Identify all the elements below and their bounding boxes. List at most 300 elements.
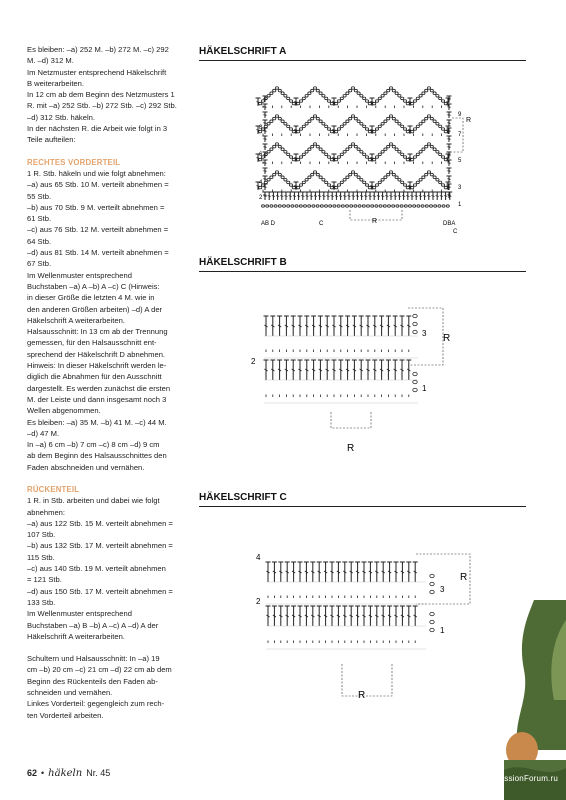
chain-stitch-symbol xyxy=(421,205,424,207)
stitch-cross-bar xyxy=(398,196,401,197)
page-footer xyxy=(27,768,110,779)
text-line: in dieser Größe die letzten 4 M. wie in xyxy=(27,293,155,303)
chain-stitch-symbol xyxy=(330,130,333,133)
stitch-cross-bar xyxy=(263,179,266,180)
chain-stitch-symbol xyxy=(270,176,273,179)
chain-stitch-symbol xyxy=(392,173,395,176)
row-label-2-c: 2 xyxy=(256,597,261,606)
footer-bullet: • xyxy=(41,768,45,778)
chain-stitch-symbol xyxy=(395,148,398,151)
chain-stitch-symbol xyxy=(363,153,366,156)
chain-stitch-symbol xyxy=(302,153,305,156)
row-label-4: 4 xyxy=(259,180,263,186)
chain-stitch-symbol xyxy=(292,130,295,133)
stitch-cross-bar xyxy=(331,196,334,197)
chain-stitch-symbol xyxy=(299,100,302,103)
stitch-cross-bar xyxy=(272,196,275,197)
paragraph-rueckenteil xyxy=(27,495,185,642)
chart-b-svg xyxy=(248,300,468,460)
row-label-2-b: 2 xyxy=(251,357,256,366)
chain-stitch-symbol xyxy=(401,181,404,184)
chain-stitch-symbol xyxy=(389,87,392,90)
bottom-label-dba: DBA xyxy=(443,221,456,227)
chain-stitch-symbol xyxy=(278,173,281,176)
chain-stitch-symbol xyxy=(365,100,368,103)
text-line: Im Wellenmuster entsprechend xyxy=(27,270,132,280)
stitch-cross-bar xyxy=(268,196,271,197)
text-line: –a) aus 122 Stb. 15 M. verteilt abnehmen = xyxy=(27,518,173,528)
chain-stitch-symbol xyxy=(419,179,422,182)
chain-stitch-symbol xyxy=(413,330,417,334)
chain-stitch-symbol xyxy=(375,205,378,207)
repeat-label-a: R xyxy=(466,117,472,124)
chain-stitch-symbol xyxy=(387,117,390,120)
chain-stitch-symbol xyxy=(349,89,352,92)
stitch-cross-bar xyxy=(389,196,392,197)
chain-stitch-symbol xyxy=(319,176,322,179)
chain-stitch-symbol xyxy=(398,95,401,98)
row-label-6: 6 xyxy=(259,152,263,158)
stitch-cross-bar xyxy=(447,179,450,180)
stitch-cross-bar xyxy=(293,196,296,197)
chain-stitch-symbol xyxy=(389,171,392,174)
chain-stitch-symbol xyxy=(401,97,404,100)
chain-stitch-symbol xyxy=(320,205,323,207)
text-line: –a) aus 65 Stb. 10 M. verteilt abnehmen = xyxy=(27,180,169,190)
stitch-cross-bar xyxy=(447,163,450,164)
chain-stitch-symbol xyxy=(327,128,330,131)
chain-stitch-symbol xyxy=(406,158,409,161)
chain-stitch-symbol xyxy=(302,97,305,100)
stitch-cross-bar xyxy=(263,107,266,108)
text-line: –b) aus 132 Stb. 17 M. verteilt abnehmen = xyxy=(27,541,173,551)
chain-stitch-symbol xyxy=(335,186,338,189)
chain-stitch-symbol xyxy=(308,205,311,207)
chart-c-symbols xyxy=(266,562,435,649)
stitch-cross-bar xyxy=(314,196,317,197)
chain-stitch-symbol xyxy=(375,156,378,159)
chain-stitch-symbol xyxy=(416,153,419,156)
repeat-label-c-bottom: R xyxy=(358,690,366,701)
chain-stitch-symbol xyxy=(313,115,316,118)
chain-stitch-symbol xyxy=(312,205,315,207)
chain-stitch-symbol xyxy=(299,184,302,187)
instructions-column xyxy=(27,44,185,721)
chain-stitch-symbol xyxy=(433,92,436,95)
chain-stitch-symbol xyxy=(403,100,406,103)
chain-stitch-symbol xyxy=(335,130,338,133)
chart-b-symbols xyxy=(264,314,419,403)
text-line: B weiterarbeiten. xyxy=(27,78,84,88)
stitch-cross-bar xyxy=(310,196,313,197)
chain-stitch-symbol xyxy=(349,145,352,148)
chain-stitch-symbol xyxy=(289,156,292,159)
chain-stitch-symbol xyxy=(273,89,276,92)
chain-stitch-symbol xyxy=(340,97,343,100)
text-line: R. mit –a) 252 Stb. –b) 272 Stb. –c) 292 Stb. xyxy=(27,101,177,111)
chain-stitch-symbol xyxy=(313,171,316,174)
page-number: 62 xyxy=(27,768,38,778)
stitch-cross-bar xyxy=(447,115,450,116)
chain-stitch-symbol xyxy=(275,143,278,146)
chain-stitch-symbol xyxy=(363,181,366,184)
chain-stitch-symbol xyxy=(289,128,292,131)
stitch-cross-bar xyxy=(263,187,266,188)
chart-b-title: HÄKELSCHRIFT B xyxy=(199,257,526,272)
chain-stitch-symbol xyxy=(313,87,316,90)
chain-stitch-symbol xyxy=(425,205,428,207)
text-line: Im Wellenmuster entsprechend xyxy=(27,609,132,619)
text-line: –d) aus 150 Stb. 17 M. verteilt abnehmen = xyxy=(27,586,173,596)
chain-stitch-symbol xyxy=(262,205,265,207)
chain-stitch-symbol xyxy=(384,92,387,95)
chain-stitch-symbol xyxy=(442,205,445,207)
row-label-4-c: 4 xyxy=(256,553,261,562)
chain-stitch-symbol xyxy=(273,117,276,120)
text-line: –b) aus 70 Stb. 9 M. verteilt abnehmen = xyxy=(27,202,165,212)
chain-stitch-symbol xyxy=(292,186,295,189)
chain-stitch-symbol xyxy=(273,173,276,176)
chain-stitch-symbol xyxy=(337,128,340,131)
text-line: gemessen, für den Halsausschnitt ent- xyxy=(27,338,157,348)
stitch-cross-bar xyxy=(436,196,439,197)
chain-stitch-symbol xyxy=(430,89,433,92)
chain-stitch-symbol xyxy=(389,143,392,146)
chain-stitch-symbol xyxy=(278,205,281,207)
text-line: dargestellt. Es werden zunächst die ersten xyxy=(27,383,171,393)
text-line: cm –b) 20 cm –c) 21 cm –d) 22 cm ab dem xyxy=(27,665,172,675)
chart-a-title: HÄKELSCHRIFT A xyxy=(199,46,526,61)
text-line: Buchstaben –a) A –b) A –c) C (Hinweis: xyxy=(27,281,160,291)
chain-stitch-symbol xyxy=(378,181,381,184)
chain-stitch-symbol xyxy=(430,620,434,624)
chain-stitch-symbol xyxy=(365,128,368,131)
chain-stitch-symbol xyxy=(413,314,417,318)
stitch-cross-bar xyxy=(301,196,304,197)
chain-stitch-symbol xyxy=(278,145,281,148)
chain-stitch-symbol xyxy=(346,148,349,151)
chain-stitch-symbol xyxy=(311,117,314,120)
chain-stitch-symbol xyxy=(287,97,290,100)
chain-stitch-symbol xyxy=(404,205,407,207)
chain-stitch-symbol xyxy=(444,186,447,189)
stitch-cross-bar xyxy=(431,196,434,197)
chain-stitch-symbol xyxy=(401,125,404,128)
heading-rueckenteil: RÜCKENTEIL xyxy=(27,484,80,494)
stitch-cross-bar xyxy=(447,107,450,108)
chain-stitch-symbol xyxy=(434,205,437,207)
chain-stitch-symbol xyxy=(259,186,262,189)
text-line: In der nächsten R. die Arbeit wie folgt in 3 xyxy=(27,124,168,134)
chain-stitch-symbol xyxy=(275,171,278,174)
chain-stitch-symbol xyxy=(319,148,322,151)
chain-stitch-symbol xyxy=(413,205,416,207)
chain-stitch-symbol xyxy=(308,176,311,179)
chain-stitch-symbol xyxy=(365,184,368,187)
chain-stitch-symbol xyxy=(299,156,302,159)
text-line: 115 Stb. xyxy=(27,552,55,562)
text-line: abnehmen: xyxy=(27,507,65,517)
chain-stitch-symbol xyxy=(413,372,417,376)
chain-stitch-symbol xyxy=(413,380,417,384)
chain-stitch-symbol xyxy=(311,145,314,148)
chain-stitch-symbol xyxy=(287,153,290,156)
chain-stitch-symbol xyxy=(444,130,447,133)
chain-stitch-symbol xyxy=(346,176,349,179)
chain-stitch-symbol xyxy=(305,151,308,154)
chain-stitch-symbol xyxy=(383,205,386,207)
stitch-cross-bar xyxy=(447,171,450,172)
stitch-cross-bar xyxy=(406,196,409,197)
decorative-photo xyxy=(504,600,566,800)
chain-stitch-symbol xyxy=(392,117,395,120)
stitch-cross-bar xyxy=(402,196,405,197)
chain-stitch-symbol xyxy=(392,145,395,148)
chain-stitch-symbol xyxy=(316,173,319,176)
stitch-cross-bar xyxy=(360,196,363,197)
chain-stitch-symbol xyxy=(441,156,444,159)
chain-stitch-symbol xyxy=(425,117,428,120)
chain-stitch-symbol xyxy=(349,173,352,176)
chain-stitch-symbol xyxy=(278,89,281,92)
chain-stitch-symbol xyxy=(396,205,399,207)
chain-stitch-symbol xyxy=(340,153,343,156)
chain-stitch-symbol xyxy=(284,151,287,154)
stitch-cross-bar xyxy=(318,196,321,197)
chain-stitch-symbol xyxy=(406,130,409,133)
chain-stitch-symbol xyxy=(373,102,376,105)
chain-stitch-symbol xyxy=(398,123,401,126)
stitch-cross-bar xyxy=(447,123,450,124)
row-label-7: 7 xyxy=(458,132,462,138)
chain-stitch-symbol xyxy=(302,125,305,128)
chain-stitch-symbol xyxy=(430,612,434,616)
text-line: Buchstaben –a) B –b) A –c) A –d) A der xyxy=(27,620,159,630)
chain-stitch-symbol xyxy=(378,97,381,100)
chain-stitch-symbol xyxy=(292,158,295,161)
text-line: 67 Stb. xyxy=(27,259,52,269)
chain-stitch-symbol xyxy=(401,153,404,156)
chain-stitch-symbol xyxy=(375,128,378,131)
chain-stitch-symbol xyxy=(400,205,403,207)
chain-stitch-symbol xyxy=(422,176,425,179)
stitch-cross-bar xyxy=(263,115,266,116)
chain-stitch-symbol xyxy=(392,205,395,207)
chain-stitch-symbol xyxy=(411,130,414,133)
text-line: 1 R. in Stb. arbeiten und dabei wie folgt xyxy=(27,496,160,506)
chain-stitch-symbol xyxy=(270,205,273,207)
chain-stitch-symbol xyxy=(351,115,354,118)
text-line: In –a) 6 cm –b) 7 cm –c) 8 cm –d) 9 cm xyxy=(27,440,160,450)
chain-stitch-symbol xyxy=(403,128,406,131)
stitch-cross-bar xyxy=(263,99,266,100)
row-label-1-b: 1 xyxy=(422,384,427,393)
chain-stitch-symbol xyxy=(351,87,354,90)
chain-stitch-symbol xyxy=(261,100,264,103)
chain-stitch-symbol xyxy=(419,151,422,154)
row-label-3: 3 xyxy=(458,185,462,191)
chain-stitch-symbol xyxy=(373,158,376,161)
bottom-label-ab-d: AB D xyxy=(261,221,276,227)
bottom-label-r-a: R xyxy=(372,218,378,225)
stitch-cross-bar xyxy=(444,196,447,197)
chain-stitch-symbol xyxy=(438,205,441,207)
text-line: Halsausschnitt: In 13 cm ab der Trennung xyxy=(27,327,168,337)
chain-stitch-symbol xyxy=(281,176,284,179)
chain-stitch-symbol xyxy=(270,120,273,123)
chain-stitch-symbol xyxy=(381,151,384,154)
chain-stitch-symbol xyxy=(299,128,302,131)
chain-stitch-symbol xyxy=(375,184,378,187)
repeat-label-b-bottom: R xyxy=(347,443,355,454)
chart-a-svg xyxy=(255,82,485,242)
chain-stitch-symbol xyxy=(308,148,311,151)
text-line: 107 Stb. xyxy=(27,530,56,540)
chain-stitch-symbol xyxy=(413,100,416,103)
chain-stitch-symbol xyxy=(284,123,287,126)
stitch-cross-bar xyxy=(423,196,426,197)
chain-stitch-symbol xyxy=(283,205,286,207)
chain-stitch-symbol xyxy=(316,205,319,207)
chain-stitch-symbol xyxy=(322,179,325,182)
text-line: ab dem Beginn des Halsausschnittes den xyxy=(27,451,167,461)
paragraph-netzmuster xyxy=(27,44,185,146)
chain-stitch-symbol xyxy=(325,181,328,184)
chain-stitch-symbol xyxy=(266,205,269,207)
chain-stitch-symbol xyxy=(284,95,287,98)
chain-stitch-symbol xyxy=(430,628,434,632)
text-line: 61 Stb. xyxy=(27,214,52,224)
chain-stitch-symbol xyxy=(337,184,340,187)
chain-stitch-symbol xyxy=(419,123,422,126)
stitch-cross-bar xyxy=(263,131,266,132)
chain-stitch-symbol xyxy=(354,89,357,92)
chain-stitch-symbol xyxy=(368,130,371,133)
chain-stitch-symbol xyxy=(291,205,294,207)
chain-stitch-symbol xyxy=(357,92,360,95)
chain-stitch-symbol xyxy=(433,148,436,151)
chain-stitch-symbol xyxy=(436,179,439,182)
chain-stitch-symbol xyxy=(327,184,330,187)
chain-stitch-symbol xyxy=(340,125,343,128)
chain-stitch-symbol xyxy=(439,125,442,128)
chain-stitch-symbol xyxy=(354,117,357,120)
chain-stitch-symbol xyxy=(381,95,384,98)
chain-stitch-symbol xyxy=(351,143,354,146)
row-label-5: 5 xyxy=(458,158,462,164)
chain-stitch-symbol xyxy=(335,102,338,105)
chain-stitch-symbol xyxy=(406,186,409,189)
text-line: Linkes Vorderteil: gegengleich zum rech- xyxy=(27,699,165,709)
chain-stitch-symbol xyxy=(411,186,414,189)
chain-stitch-symbol xyxy=(287,205,290,207)
chain-stitch-symbol xyxy=(368,186,371,189)
chain-stitch-symbol xyxy=(350,205,353,207)
chart-c-svg xyxy=(248,546,478,706)
chain-stitch-symbol xyxy=(316,89,319,92)
text-line: –c) aus 140 Stb. 19 M. verteilt abnehmen xyxy=(27,564,166,574)
chain-stitch-symbol xyxy=(259,102,262,105)
chain-stitch-symbol xyxy=(267,179,270,182)
text-line: diglich die Abnahmen für den Ausschnitt xyxy=(27,372,162,382)
chain-stitch-symbol xyxy=(441,100,444,103)
crochet-chart-a xyxy=(255,82,485,242)
chain-stitch-symbol xyxy=(419,95,422,98)
stitch-cross-bar xyxy=(289,196,292,197)
chain-stitch-symbol xyxy=(416,181,419,184)
chain-stitch-symbol xyxy=(311,173,314,176)
stitch-cross-bar xyxy=(305,196,308,197)
chain-stitch-symbol xyxy=(351,171,354,174)
chain-stitch-symbol xyxy=(337,156,340,159)
text-line: Es bleiben: –a) 252 M. –b) 272 M. –c) 292 xyxy=(27,45,169,54)
repeat-label-b-right: R xyxy=(443,333,451,344)
text-line: Faden abschneiden und vernähen. xyxy=(27,462,145,472)
chain-stitch-symbol xyxy=(371,205,374,207)
chain-stitch-symbol xyxy=(441,128,444,131)
row-label-3-b: 3 xyxy=(422,329,427,338)
row-label-8: 8 xyxy=(259,125,263,131)
chain-stitch-symbol xyxy=(425,89,428,92)
row-label-1: 1 xyxy=(458,202,462,208)
chain-stitch-symbol xyxy=(413,388,417,392)
stitch-cross-bar xyxy=(263,139,266,140)
stitch-cross-bar xyxy=(447,147,450,148)
chain-stitch-symbol xyxy=(281,148,284,151)
chain-stitch-symbol xyxy=(270,92,273,95)
chain-stitch-symbol xyxy=(319,92,322,95)
chain-stitch-symbol xyxy=(343,123,346,126)
chain-stitch-symbol xyxy=(284,179,287,182)
chain-stitch-symbol xyxy=(362,205,365,207)
row-label-1-c: 1 xyxy=(440,626,445,635)
stitch-cross-bar xyxy=(373,196,376,197)
text-line: Beginn des Rückenteils den Faden ab- xyxy=(27,676,158,686)
text-line: 133 Stb. xyxy=(27,597,56,607)
chain-stitch-symbol xyxy=(267,123,270,126)
chain-stitch-symbol xyxy=(411,158,414,161)
chain-stitch-symbol xyxy=(292,102,295,105)
chain-stitch-symbol xyxy=(325,153,328,156)
chain-stitch-symbol xyxy=(373,186,376,189)
magazine-brand: häkeln xyxy=(48,768,83,779)
paragraph-rechtes-vorderteil xyxy=(27,168,185,473)
chain-stitch-symbol xyxy=(360,95,363,98)
chain-stitch-symbol xyxy=(422,148,425,151)
chain-stitch-symbol xyxy=(275,87,278,90)
text-line: –d) aus 81 Stb. 14 M. verteilt abnehmen = xyxy=(27,248,169,258)
stitch-cross-bar xyxy=(263,163,266,164)
chain-stitch-symbol xyxy=(360,151,363,154)
chain-stitch-symbol xyxy=(427,143,430,146)
chain-stitch-symbol xyxy=(384,148,387,151)
chain-stitch-symbol xyxy=(281,92,284,95)
chain-stitch-symbol xyxy=(417,205,420,207)
chain-stitch-symbol xyxy=(343,95,346,98)
chain-stitch-symbol xyxy=(441,184,444,187)
chain-stitch-symbol xyxy=(297,158,300,161)
chain-stitch-symbol xyxy=(378,153,381,156)
chain-stitch-symbol xyxy=(295,205,298,207)
chain-stitch-symbol xyxy=(360,123,363,126)
stitch-cross-bar xyxy=(368,196,371,197)
paragraph-schultern xyxy=(27,653,185,721)
stitch-cross-bar xyxy=(394,196,397,197)
chain-stitch-symbol xyxy=(430,582,434,586)
text-line: den anderen Größen arbeiten) –d) A der xyxy=(27,304,163,314)
chain-stitch-symbol xyxy=(430,117,433,120)
chain-stitch-symbol xyxy=(430,205,433,207)
